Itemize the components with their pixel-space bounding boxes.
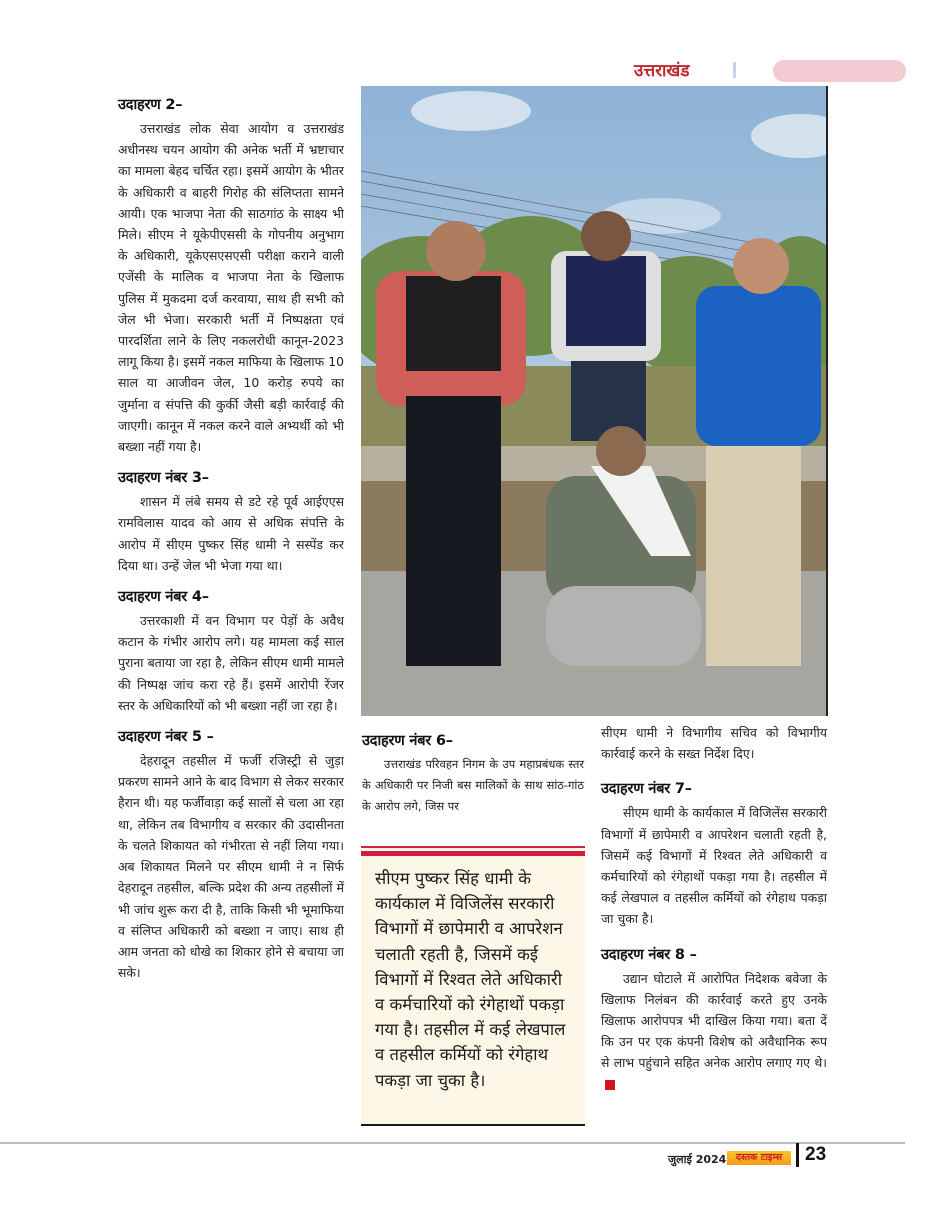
example-heading: उदाहरण नंबर 8 –	[601, 946, 697, 963]
publication-logo: दस्तक टाइम्स	[727, 1151, 791, 1165]
pull-quote-top-rule	[361, 846, 585, 848]
pull-quote-bottom-rule	[361, 1124, 585, 1126]
example-8	[601, 944, 827, 1095]
section-label: उत्तराखंड	[634, 61, 690, 81]
example-heading: उदाहरण नंबर 7–	[601, 781, 692, 798]
example-heading: उदाहरण नंबर 4–	[118, 589, 209, 606]
issue-date: जुलाई 2024	[668, 1153, 727, 1166]
header-decorative-pill	[773, 60, 906, 82]
example-heading: उदाहरण नंबर 5 –	[118, 729, 214, 746]
end-mark-icon	[605, 1080, 615, 1090]
right-column	[601, 722, 827, 1105]
example-body: देहरादून तहसील में फर्जी रजिस्ट्री से जुड़ा प्रकरण सामने आने के बाद विभाग से लेकर सरकार हैरान थी। यह फर्जीवाड़ा कई सालों से चला आ रहा था, लेकिन तब विभागीय व सरकार की उदासीनता के चलते शिकायत को गंभीरता से नहीं लिया गया। अब शिकायत मिलने पर सीएम धामी ने न सिर्फ देहरादून तहसील, बल्कि प्रदेश की अन्य तहसीलों में भी जांच शुरू करा दी है, ताकि किसी भी भूमाफिया व संलिप्त अधिकारी को बख्शा न जाए। साथ ही आम जनता को धोखे का शिकार होने से बचाया जा सके।	[118, 753, 344, 981]
footer-separator	[796, 1143, 799, 1167]
example-3	[118, 467, 344, 576]
example-heading: उदाहरण नंबर 6–	[362, 733, 453, 749]
pull-quote-box	[361, 846, 585, 1126]
middle-column	[362, 730, 584, 826]
example-2	[118, 94, 344, 457]
example-4	[118, 586, 344, 716]
cloud	[411, 91, 531, 131]
example-heading: उदाहरण 2–	[118, 97, 183, 113]
header-separator	[733, 62, 736, 78]
example-5	[118, 726, 344, 983]
pull-quote-text: सीएम पुष्कर सिंह धामी के कार्यकाल में विजिलेंस सरकारी विभागों में छापेमारी व आपरेशन चलाती रहती है, जिसमें कई विभागों में रिश्वत लेते अधिकारी व कर्मचारियों को रंगेहाथों पकड़ा गया है। तहसील में कई लेखपाल व तहसील कर्मियों को रंगेहाथ पकड़ा जा चुका है।	[375, 869, 566, 1090]
example-body: उत्तरकाशी में वन विभाग पर पेड़ों के अवैध कटान के गंभीर आरोप लगे। यह मामला कई साल पुराना बताया जा रहा है, लेकिन सीएम धामी मामले की निष्पक्ष जांच करा रहे हैं। इसमें आरोपी रेंजर स्तर के अधिकारियों को भी बख्शा नहीं जा रहा है।	[118, 613, 344, 713]
example-body: शासन में लंबे समय से डटे रहे पूर्व आईएएस रामविलास यादव को आय से अधिक संपत्ति के आरोप में सीएम पुष्कर सिंह धामी ने सस्पेंड कर दिया था। उन्हें जेल भी भेजा गया था।	[118, 494, 344, 573]
continuation-text: सीएम धामी ने विभागीय सचिव को विभागीय कार्रवाई करने के सख्त निर्देश दिए।	[601, 725, 827, 762]
example-heading: उदाहरण नंबर 3–	[118, 470, 209, 487]
photo-illustration	[361, 86, 826, 716]
example-body: उत्तराखंड परिवहन निगम के उप महाप्रबंधक स्तर के अधिकारी पर निजी बस मालिकों के साथ सांठ-गांठ के आरोप लगे, जिस पर	[362, 757, 584, 813]
news-photo	[361, 86, 828, 716]
example-body: उत्तराखंड लोक सेवा आयोग व उत्तराखंड अधीनस्थ चयन आयोग की अनेक भर्ती में भ्रष्टाचार का मामला बेहद चर्चित रहा। इसमें आयोग के भीतर के अधिकारी व बाहरी गिरोह की संलिप्तता सामने आयी। एक भाजपा नेता की साठगांठ के साक्ष्य भी मिले। सीएम ने यूकेपीएससी के गोपनीय अनुभाग के अधिकारी, यूकेएसएसएसी परीक्षा कराने वाली एजेंसी के मालिक व भाजपा नेता के खिलाफ पुलिस में मुकदमा दर्ज करवाया, साथ ही सभी को जेल भी भेजा। सरकारी भर्ती में निष्पक्षता एवं पारदर्शिता लाने के लिए नकलरोधी कानून-2023 लागू किया है। इसमें नकल माफिया के खिलाफ 10 साल या आजीवन जेल, 10 करोड़ रुपये का जुर्माना व संपत्ति की कुर्की जैसी बड़ी कार्रवाई की जाएगी। कानून में नकल करने वाले अभ्यर्थी को भी बख्शा नहीं गया है।	[118, 121, 344, 455]
pull-quote-top-bar	[361, 851, 585, 856]
page-number: 23	[805, 1144, 827, 1165]
example-body: उद्यान घोटाले में आरोपित निदेशक बवेजा के खिलाफ निलंबन की कार्रवाई करते हुए उनके खिलाफ आरोपपत्र भी दाखिल किया गया। बता दें कि उन पर एक कंपनी विशेष को अवैधानिक रूप से लाभ पहुंचाने सहित अनेक आरोप लगाए गए थे।	[601, 970, 827, 1071]
example-body: सीएम धामी के कार्यकाल में विजिलेंस सरकारी विभागों में छापेमारी व आपरेशन चलाती रहती है, जिसमें कई विभागों में रिश्वत लेते अधिकारी व कर्मचारियों को रंगेहाथों पकड़ा गया है। तहसील में कई लेखपाल व तहसील कर्मियों को रंगेहाथ पकड़ा जा चुका है।	[601, 805, 827, 927]
example-7	[601, 778, 827, 929]
footer-rule	[0, 1142, 905, 1144]
left-column	[118, 94, 344, 993]
example-body-wrapper	[601, 968, 827, 1095]
example-6-continuation	[601, 722, 827, 764]
example-6	[362, 730, 584, 816]
